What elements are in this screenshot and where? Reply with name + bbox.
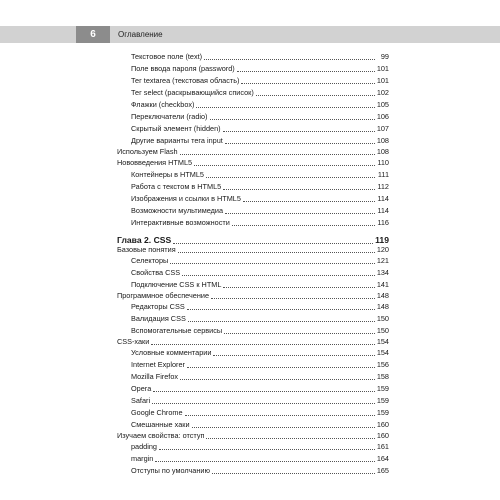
toc-entry [131,170,389,180]
toc-entry-title: Изучаем свойства: отступ [117,431,205,440]
toc-entry-page: 156 [376,360,389,369]
toc-entry-page: 119 [375,235,389,245]
toc-entry-page: 161 [376,442,389,451]
toc-entry-page: 105 [376,100,389,109]
dot-leader [180,372,375,380]
toc-entry-title: Подключение CSS к HTML [131,280,222,289]
toc-entry-title: Флажки (checkbox) [131,100,195,109]
dot-leader [213,348,374,356]
dot-leader [210,112,375,120]
toc-entry-page: 158 [376,372,389,381]
dot-leader [223,280,374,288]
toc-entry [131,112,389,122]
toc-entry-title: Работа с текстом в HTML5 [131,182,222,191]
toc-entry [131,372,389,382]
toc-entry [131,268,389,278]
toc-entry-title: Вспомогательные сервисы [131,326,223,335]
toc-entry-page: 112 [377,182,389,191]
dot-leader [173,235,373,244]
toc-entry-title: Селекторы [131,256,169,265]
dot-leader [225,206,375,214]
toc-entry-title: Тег textarea (текстовая область) [131,76,240,85]
toc-entry-title: Контейнеры в HTML5 [131,170,204,179]
dot-leader [170,256,375,264]
dot-leader [223,124,375,132]
toc-entry-page: 160 [376,431,389,440]
toc-entry-title: Изображения и ссылки в HTML5 [131,194,241,203]
toc-entry-page: 101 [376,76,389,85]
toc-entry-title: Редакторы CSS [131,302,185,311]
toc-entry-page: 165 [376,466,389,475]
toc-entry-title: Поле ввода пароля (password) [131,64,235,73]
dot-leader [192,420,375,428]
toc-entry-title: Safari [131,396,151,405]
toc-entry-page: 154 [376,337,389,346]
toc-entry-title: Условные комментарии [131,348,212,357]
toc-entry-title: Нововведения HTML5 [117,158,193,167]
toc-entry [117,158,389,168]
toc-entry [131,280,389,290]
toc-entry-page: 114 [377,194,389,203]
toc-entry [117,431,389,441]
toc-entry [131,76,389,86]
toc-entry [131,454,389,464]
toc-entry [131,52,389,62]
toc-entry-title: Валидация CSS [131,314,186,323]
toc-entry-title: Opera [131,384,152,393]
toc-entry [117,337,389,347]
toc-entry-page: 120 [376,245,389,254]
dot-leader [256,88,375,96]
dot-leader [151,337,374,345]
toc-entry-page: 102 [376,88,389,97]
toc-entry-page: 159 [376,396,389,405]
toc-entry [131,194,389,204]
toc-entry [131,360,389,370]
dot-leader [223,182,375,190]
toc-entry-page: 154 [376,348,389,357]
toc-entry [131,420,389,430]
toc-entry-title: Возможности мультимедиа [131,206,224,215]
dot-leader [232,218,375,226]
dot-leader [180,147,375,155]
toc-entry-title: padding [131,442,157,451]
toc-entry-page: 150 [376,326,389,335]
toc-entry [131,442,389,452]
toc-entry [131,136,389,146]
toc-entry-page: 108 [376,136,389,145]
toc-entry-page: 164 [376,454,389,463]
toc-entry [131,466,389,476]
toc-entry-title: Используем Flash [117,147,178,156]
toc-entry [131,100,389,110]
toc-entry-page: 114 [377,206,389,215]
toc-entry-title: CSS-хаки [117,337,150,346]
toc-entry-page: 148 [376,302,389,311]
toc-entry-title: Другие варианты тега input [131,136,223,145]
toc-entry [117,291,389,301]
toc-entry-title: Google Chrome [131,408,183,417]
toc-entry [131,348,389,358]
dot-leader [153,384,375,392]
toc-entry-title: Скрытый элемент (hidden) [131,124,221,133]
dot-leader [187,360,375,368]
toc-entry [131,88,389,98]
toc-entry-title: Интерактивные возможности [131,218,230,227]
toc-entry-page: 159 [376,384,389,393]
dot-leader [155,454,375,462]
toc-entry [131,256,389,266]
dot-leader [204,52,375,60]
dot-leader [206,170,375,178]
toc-entry-title: Свойства CSS [131,268,181,277]
dot-leader [243,194,375,202]
toc-entry-page: 159 [376,408,389,417]
toc-entry [131,396,389,406]
toc-entry [131,206,389,216]
dot-leader [241,76,374,84]
dot-leader [187,302,375,310]
toc-entry-page: 106 [376,112,389,121]
toc-entry [131,124,389,134]
toc-entry-page: 150 [376,314,389,323]
toc-entry-page: 107 [376,124,389,133]
toc-entry-title: Тег select (раскрывающийся список) [131,88,254,97]
dot-leader [212,466,375,474]
toc-entry-title: Текстовое поле (text) [131,52,203,61]
dot-leader [224,326,375,334]
toc-entry-page: 141 [376,280,389,289]
toc-entry-title: Программное обеспечение [117,291,209,300]
toc-entry [131,302,389,312]
dot-leader [211,291,375,299]
toc-entry-title: Mozilla Firefox [131,372,179,381]
toc-entry [131,384,389,394]
toc-entry-page: 110 [377,158,389,167]
toc-entry-title: Internet Explorer [131,360,185,369]
toc-entry [131,182,389,192]
toc-entry-title: Базовые понятия [117,245,176,254]
toc-entry-title: Отступы по умолчанию [131,466,210,475]
toc-entry-page: 108 [376,147,389,156]
dot-leader [185,408,375,416]
dot-leader [152,396,375,404]
dot-leader [206,431,374,439]
toc-entry-page: 116 [377,218,389,227]
toc-entry-title: margin [131,454,154,463]
toc-entry-page: 148 [376,291,389,300]
dot-leader [159,442,375,450]
toc-entry-title: Смешанные хаки [131,420,190,429]
toc-entry [131,326,389,336]
dot-leader [225,136,375,144]
toc-entry-page: 111 [377,170,389,179]
dot-leader [188,314,375,322]
toc-entry [131,64,389,74]
dot-leader [237,64,375,72]
page-number: 6 [76,26,110,43]
dot-leader [196,100,374,108]
toc-entry-page: 121 [376,256,389,265]
dot-leader [178,245,375,253]
toc-entry-page: 160 [376,420,389,429]
toc-entry-title: Глава 2. CSS [117,235,172,245]
toc-entry [131,314,389,324]
dot-leader [194,158,375,166]
toc-entry-page: 101 [376,64,389,73]
toc-entry [117,245,389,255]
toc-entry-page: 134 [376,268,389,277]
dot-leader [182,268,375,276]
toc-entry [131,218,389,228]
toc-entry-page: 99 [380,52,389,61]
toc-entry [131,408,389,418]
toc-entry [117,147,389,157]
toc-entry-title: Переключатели (radio) [131,112,208,121]
running-title: Оглавление [118,30,163,39]
